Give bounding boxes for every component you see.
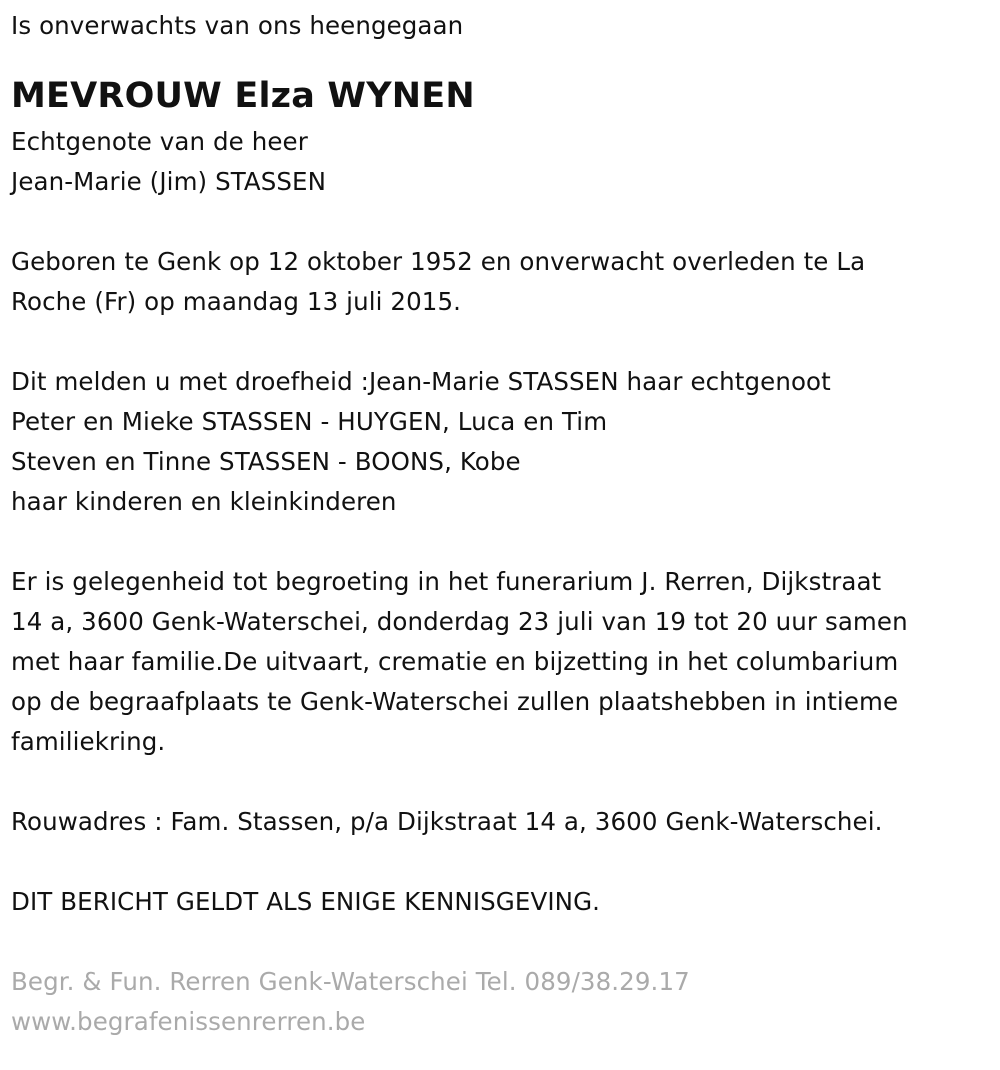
paragraph-gap [11, 202, 991, 242]
ceremony-line: familiekring. [11, 727, 166, 756]
funeral-home-website: www.begrafenissenrerren.be [11, 1007, 366, 1036]
paragraph-gap [11, 842, 991, 882]
mourners-line: Dit melden u met droefheid :Jean-Marie STASSEN haar echtgenoot [11, 367, 831, 396]
ceremony-block [11, 562, 991, 762]
spouse-block [11, 122, 991, 202]
paragraph-gap [11, 322, 991, 362]
official-notice: DIT BERICHT GELDT ALS ENIGE KENNISGEVING. [11, 887, 601, 916]
ceremony-line: 14 a, 3600 Genk-Waterschei, donderdag 23 juli van 19 tot 20 uur samen [11, 607, 908, 636]
ceremony-line: Er is gelegenheid tot begroeting in het funerarium J. Rerren, Dijkstraat [11, 567, 882, 596]
birth-death-line: Roche (Fr) op maandag 13 juli 2015. [11, 287, 462, 316]
birth-death-block [11, 242, 991, 322]
spouse-line: Jean-Marie (Jim) STASSEN [11, 167, 327, 196]
ceremony-line: op de begraafplaats te Genk-Waterschei zullen plaatshebben in intieme [11, 687, 899, 716]
intro-text: Is onverwachts van ons heengegaan [11, 11, 464, 40]
paragraph-gap [11, 922, 991, 962]
paragraph-gap [11, 762, 991, 802]
paragraph-gap [11, 522, 991, 562]
mourners-line: Steven en Tinne STASSEN - BOONS, Kobe [11, 447, 521, 476]
birth-death-line: Geboren te Genk op 12 oktober 1952 en onverwacht overleden te La [11, 247, 866, 276]
mourners-block [11, 362, 991, 522]
funeral-home-footer [11, 962, 991, 1042]
ceremony-line: met haar familie.De uitvaart, crematie en bijzetting in het columbarium [11, 647, 899, 676]
mourning-address: Rouwadres : Fam. Stassen, p/a Dijkstraat 14 a, 3600 Genk-Waterschei. [11, 807, 883, 836]
funeral-home-contact: Begr. & Fun. Rerren Genk-Waterschei Tel. 089/38.29.17 [11, 967, 690, 996]
spouse-line: Echtgenote van de heer [11, 127, 308, 156]
death-notice [11, 0, 991, 1042]
mourners-line: haar kinderen en kleinkinderen [11, 487, 397, 516]
mourners-line: Peter en Mieke STASSEN - HUYGEN, Luca en Tim [11, 407, 608, 436]
deceased-name: MEVROUW Elza WYNEN [11, 76, 475, 116]
